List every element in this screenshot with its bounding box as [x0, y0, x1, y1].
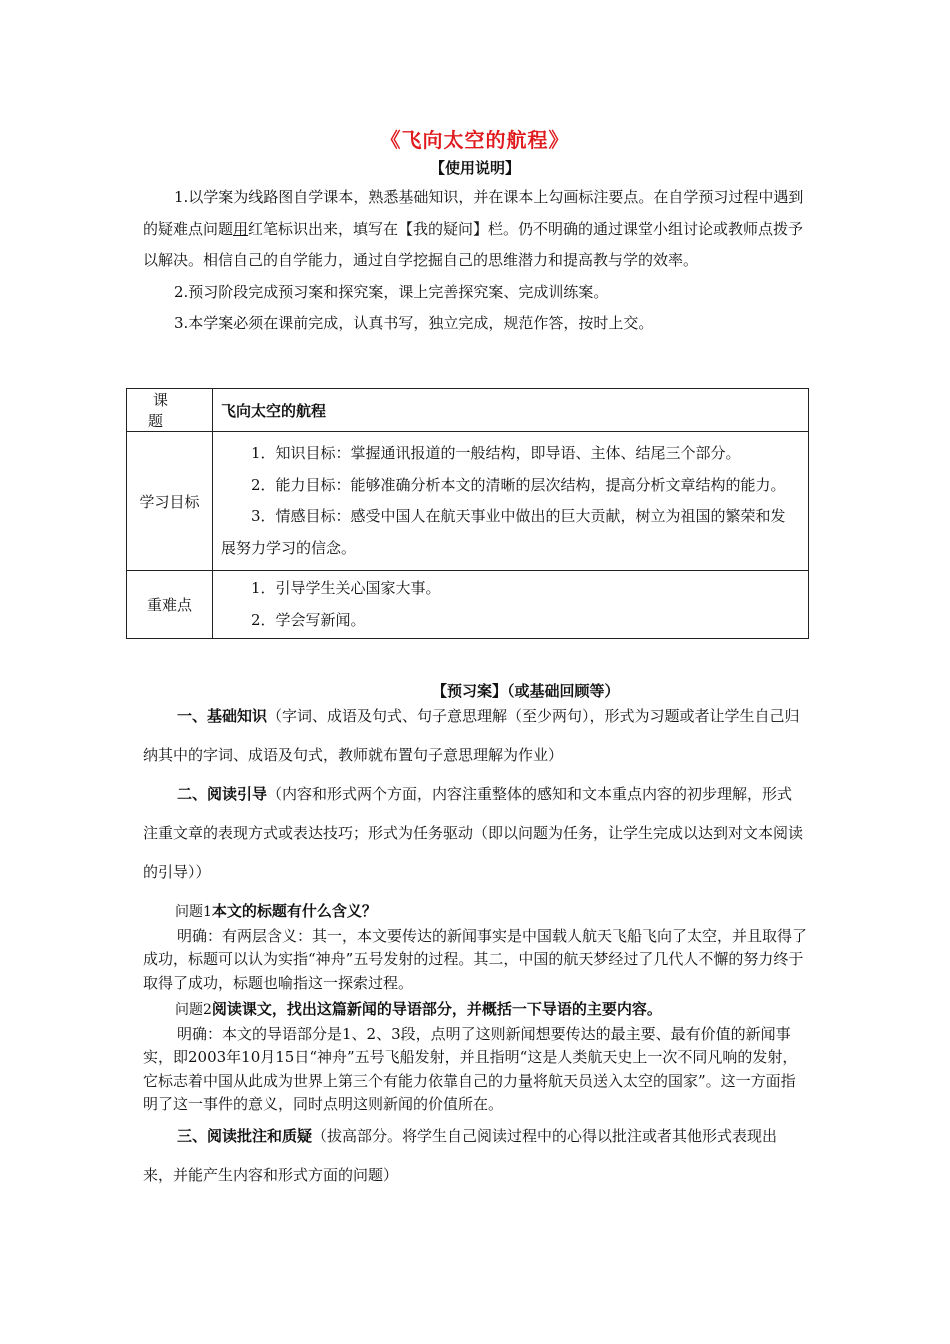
topic-value: 飞向太空的航程 — [213, 389, 809, 432]
usage-item-1 — [143, 182, 807, 277]
topic-label-cell: 课题 — [127, 389, 213, 432]
usage-item-2: 2.预习阶段完成预习案和探究案，课上完善探究案、完成训练案。 — [174, 282, 609, 301]
answer-1: 明确：有两层含义：其一，本文要传达的新闻事实是中国载人航天飞船飞向了太空，并且取得了成功，标题可以认为实指“神舟”五号发射的过程。其二，中国的航天梦经过了几代人不懈的努力终于取得了成功，标题也喻指这一探索过程。 — [143, 926, 808, 992]
answer-2: 明确：本文的导语部分是1、2、3段，点明了这则新闻想要传达的最主要、最有价值的新闻事实，即2003年10月15日“神舟”五号飞船发射，并且指明“这是人类航天史上一次不同凡响的发射，它标志着中国从此成为世界上第三个有能力依靠自己的力量将航天员送入太空的国家”。这一方面指明了这一事件的意义，同时点明这则新闻的价值所在。 — [143, 1024, 798, 1113]
usage-item-3: 3.本学案必须在课前完成，认真书写，独立完成，规范作答，按时上交。 — [174, 314, 654, 332]
lesson-info-table — [126, 388, 809, 639]
key-points-cell — [213, 571, 809, 639]
question-2-text: 阅读课文，找出这篇新闻的导语部分，并概括一下导语的主要内容。 — [211, 1000, 662, 1018]
section-1-title: 一、基础知识 — [177, 707, 268, 725]
preview-heading: 【预习案】（或基础回顾等） — [432, 682, 620, 700]
question-2-label: 问题2 — [175, 1002, 212, 1018]
usage-item-1-underlined: 用 — [233, 219, 249, 238]
goal-item: 2．能力目标：能够准确分析本文的清晰的层次结构，提高分析文章结构的能力。 — [251, 475, 786, 494]
usage-instructions — [143, 182, 807, 340]
goals-label: 学习目标 — [127, 432, 213, 571]
usage-heading: 【使用说明】 — [429, 159, 520, 177]
usage-item-1-part-b: 红笔标识出来，填写在【我的疑问】栏。仍不明确的通过课堂小组讨论或教师点拨予以解决。相信自己的自学能力，通过自学挖掘自己的思维潜力和提高教与学的效率。 — [143, 219, 804, 269]
question-1-label: 问题1 — [175, 904, 212, 920]
section-annotation — [143, 1117, 807, 1195]
section-3-text: （拔高部分。将学生自己阅读过程中的心得以批注或者其他形式表现出来，并能产生内容和形式方面的问题） — [143, 1127, 778, 1184]
section-2-text: （内容和形式两个方面，内容注重整体的感知和文本重点内容的初步理解，形式注重文章的表现方式或表达技巧；形式为任务驱动（即以问题为任务，让学生完成以达到对文本阅读的引导）） — [143, 785, 804, 881]
question-1-block — [143, 900, 807, 995]
section-1-text: （字词、成语及句式、句子意思理解（至少两句），形式为习题或者让学生自己归纳其中的字词、成语及句式，教师就布置句子意思理解为作业） — [143, 707, 800, 764]
section-2-title: 二、阅读引导 — [177, 785, 268, 803]
question-2-block — [143, 998, 807, 1117]
key-point-item: 2．学会写新闻。 — [251, 610, 366, 629]
goal-item: 3．情感目标：感受中国人在航天事业中做出的巨大贡献，树立为祖国的繁荣和发展努力学习的信念。 — [221, 507, 786, 557]
key-points-label: 重难点 — [127, 571, 213, 639]
document-title: 《飞向太空的航程》 — [380, 128, 570, 152]
section-3-title: 三、阅读批注和质疑 — [177, 1127, 313, 1145]
usage-item-1-part-a: 1.以学案为线路图自学课本，熟悉基础知识，并在课本上勾画标注要点。在自学预习过程中遇到的疑难点问题 — [143, 188, 804, 238]
goal-item: 1．知识目标：掌握通讯报道的一般结构，即导语、主体、结尾三个部分。 — [251, 444, 741, 462]
table-row-key-points — [127, 571, 809, 639]
section-basic-knowledge — [143, 697, 807, 775]
key-point-item: 1．引导学生关心国家大事。 — [251, 579, 441, 597]
table-row-goals — [127, 432, 809, 571]
section-reading-guide — [143, 775, 807, 892]
goals-cell — [213, 432, 809, 571]
question-1-text: 本文的标题有什么含义？ — [211, 902, 377, 920]
table-row-topic — [127, 389, 809, 432]
